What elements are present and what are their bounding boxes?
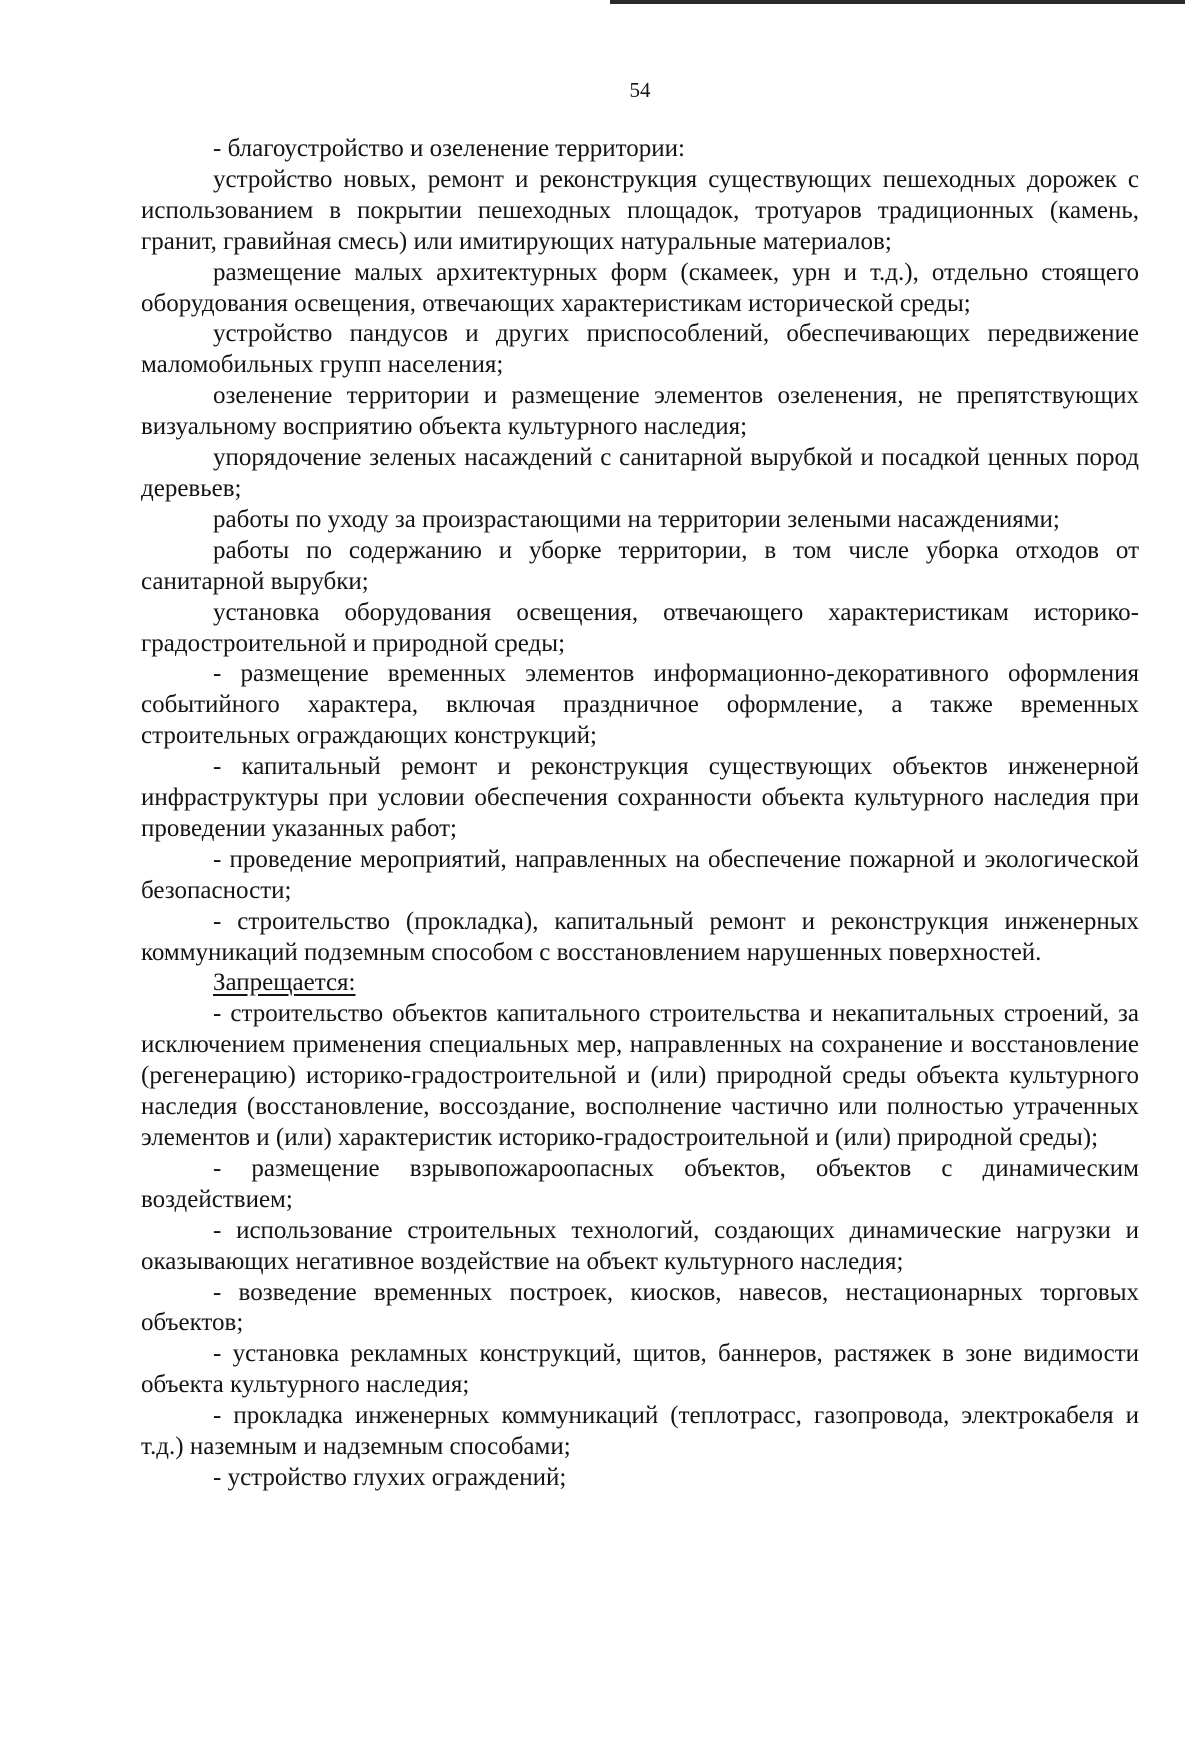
paragraph-temporary-buildings: - возведение временных построек, киосков, навесов, нестационарных торговых объектов; xyxy=(141,1278,1139,1337)
paragraph-underground-utilities: - строительство (прокладка), капитальный ремонт и реконструкция инженерных коммуникаций подземным способом с восстановлением нарушенных поверхностей. xyxy=(141,907,1139,966)
paragraph-infrastructure-repair: - капитальный ремонт и реконструкция существующих объектов инженерной инфраструктуры при условии обеспечения сохранности объекта культурного наследия при проведении указанных работ; xyxy=(141,753,1139,842)
paragraph-greening: озеленение территории и размещение элементов озеленения, не препятствующих визуальному восприятию объекта культурного наследия; xyxy=(141,382,1139,441)
paragraph-landscaping-heading: - благоустройство и озеленение территории: xyxy=(213,135,685,162)
page-number: 54 xyxy=(629,78,651,102)
paragraph-capital-construction: - строительство объектов капитального строительства и некапитальных строений, за исключением применения специальных мер, направленных на сохранение и восстановление (регенерацию) историко-градостроительной и (или) природной среды объекта культурного наследия (восстановление, воссоздание, восполнение частично или полностью утраченных элементов и (или) характеристик историко-градостроительной и (или) природной среды); xyxy=(141,1000,1139,1151)
paragraph-plant-care: работы по уходу за произрастающими на территории зелеными насаждениями; xyxy=(213,505,1060,533)
paragraph-dynamic-loads: - использование строительных технологий, создающих динамические нагрузки и оказывающих негативное воздействие на объект культурного наследия; xyxy=(141,1216,1139,1275)
paragraph-fire-safety: - проведение мероприятий, направленных на обеспечение пожарной и экологической безопасности; xyxy=(141,845,1139,904)
paragraph-cleaning: работы по содержанию и уборке территории, в том числе уборка отходов от санитарной вырубки; xyxy=(141,536,1139,595)
prohibited-heading xyxy=(141,968,1139,999)
paragraph-lighting-equipment: установка оборудования освещения, отвечающего характеристикам историко-градостроительной и природной среды; xyxy=(141,598,1139,657)
paragraph-overground-utilities: - прокладка инженерных коммуникаций (теплотрасс, газопровода, электрокабеля и т.д.) наземным и надземным способами; xyxy=(141,1402,1139,1461)
paragraph-green-plantings: упорядочение зеленых насаждений с санитарной вырубкой и посадкой ценных пород деревьев; xyxy=(141,444,1139,502)
paragraph-small-architectural-forms: размещение малых архитектурных форм (скамеек, урн и т.д.), отдельно стоящего оборудования освещения, отвечающих характеристикам исторической среды; xyxy=(141,258,1139,317)
prohibited-heading-text: Запрещается: xyxy=(213,969,356,997)
paragraph-explosive-objects: - размещение взрывопожароопасных объектов, объектов с динамическим воздействием; xyxy=(141,1154,1139,1213)
paragraph-solid-fences: - устройство глухих ограждений; xyxy=(213,1463,567,1491)
paragraph-footpaths: устройство новых, ремонт и реконструкция существующих пешеходных дорожек с использованием в покрытии пешеходных площадок, тротуаров традиционных (камень, гранит, гравийная смесь) или имитирующих натуральные материалов; xyxy=(141,165,1139,255)
top-border-line xyxy=(610,0,1185,4)
paragraph-advertising: - установка рекламных конструкций, щитов, баннеров, растяжек в зоне видимости объекта культурного наследия; xyxy=(141,1340,1139,1399)
paragraph-temporary-decor: - размещение временных элементов информационно-декоративного оформления событийного характера, включая праздничное оформление, а также временных строительных ограждающих конструкций; xyxy=(141,660,1139,750)
paragraph-ramps: устройство пандусов и других приспособлений, обеспечивающих передвижение маломобильных групп населения; xyxy=(141,320,1139,379)
document-body xyxy=(141,134,1139,1494)
